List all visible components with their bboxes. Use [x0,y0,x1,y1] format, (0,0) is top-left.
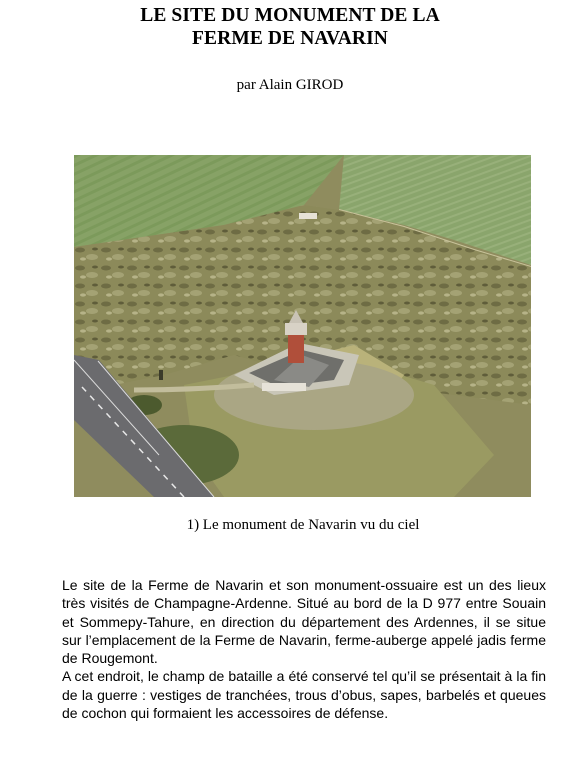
aerial-photo [74,155,531,497]
body-text [62,576,546,722]
author-byline: par Alain GIROD [236,77,344,93]
figure-caption: 1) Le monument de Navarin vu du ciel [186,517,420,533]
title-line-2: FERME DE NAVARIN [192,28,388,49]
title-line-1: LE SITE DU MONUMENT DE LA [140,5,440,26]
paragraph-2: A cet endroit, le champ de bataille a été conservé tel qu’il se présentait à la fin de la guerre : vestiges de tranchées, trous d’obus, sapes, barbelés et queues de cochon qui formaient les accessoires de défense. [62,668,546,722]
document-title [0,4,580,50]
paragraph-1: Le site de la Ferme de Navarin et son monument-ossuaire est un des lieux très visités de Champagne-Ardenne. Situé au bord de la D 977 entre Souain et Sommepy-Tahure, en direction du département des Ardennes, il se situe sur l’emplacement de la Ferme de Navarin, ferme-auberge appelé jadis ferme de Rougemont. [62,577,546,667]
